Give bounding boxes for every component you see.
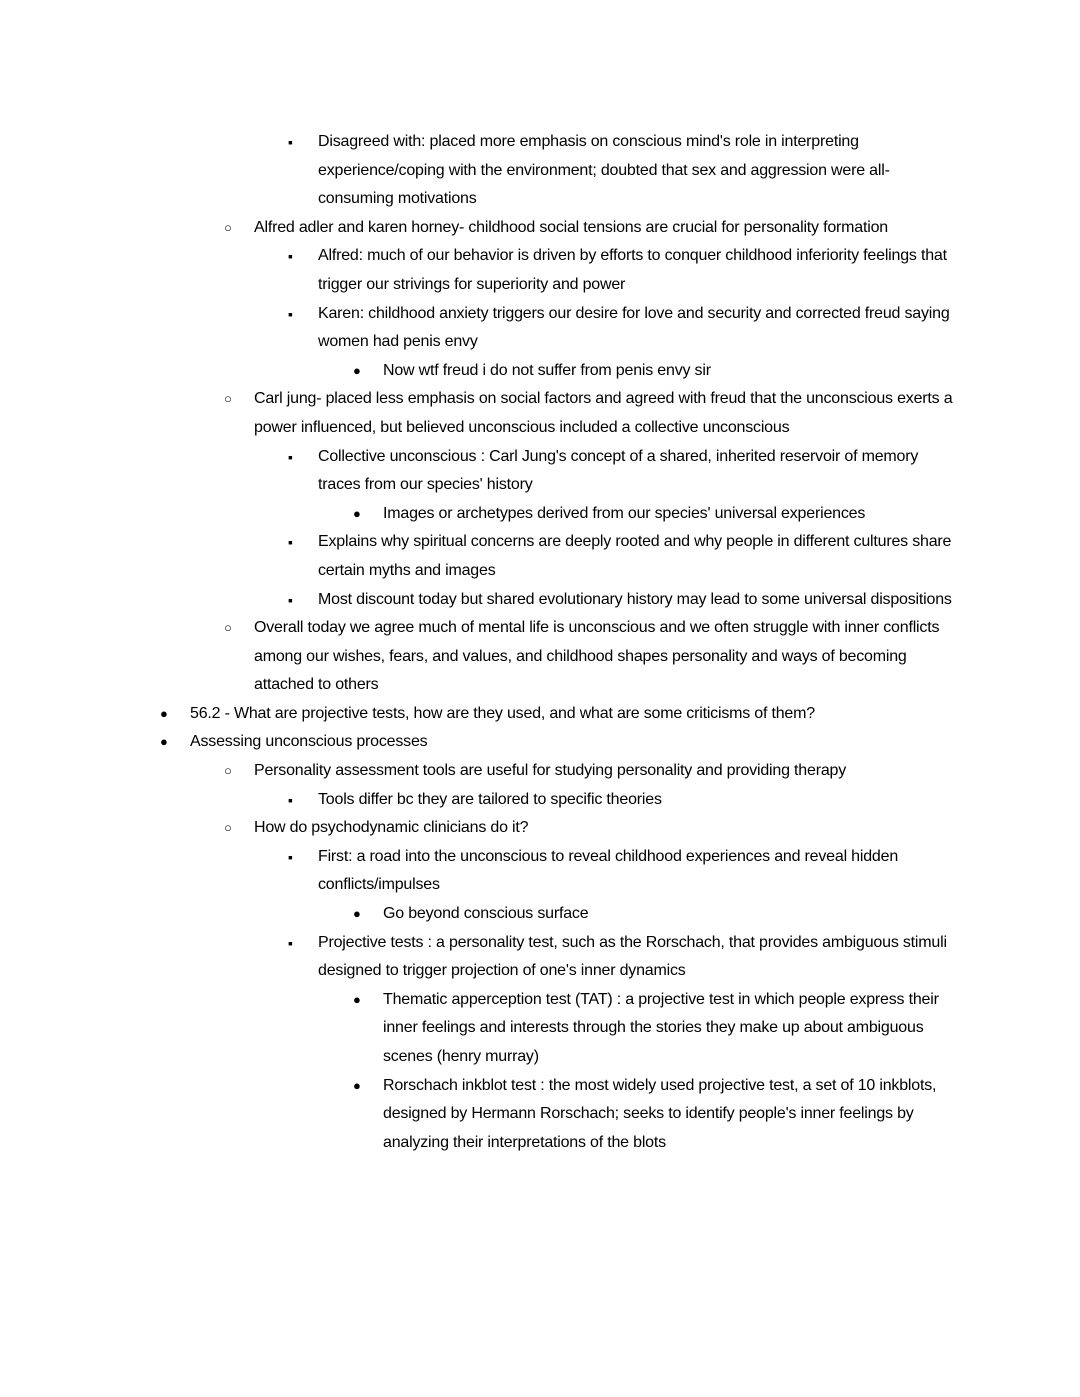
circle-bullet-icon: ○ [224,219,232,235]
note-item [288,586,958,615]
circle-bullet-icon: ○ [224,763,232,779]
note-text: Most discount today but shared evolutionary history may lead to some universal dispositions [318,590,952,608]
disc-bullet-icon: ● [353,906,361,922]
note-text: Carl jung- placed less emphasis on social factors and agreed with freud that the unconscious exerts a power influenced, but believed unconscious included a collective unconscious [254,390,953,436]
note-text: Projective tests : a personality test, such as the Rorschach, that provides ambiguous stimuli designed to trigger projection of one's inner dynamics [318,933,947,980]
note-item [160,728,958,757]
note-text: Disagreed with: placed more emphasis on conscious mind's role in interpreting experience/coping with the environment; doubted that sex and aggression were all-consuming motivations [318,133,890,208]
square-bullet-icon: ▪ [288,134,293,150]
disc-bullet-icon: ● [353,362,361,378]
square-bullet-icon: ▪ [288,848,293,865]
note-item [288,528,958,585]
note-text: Images or archetypes derived from our species' universal experiences [383,504,866,522]
note-item [288,443,958,500]
note-text: Thematic apperception test (TAT) : a projective test in which people express their inner feelings and interests through the stories they make up about ambiguous scenes (henry murray) [383,990,939,1065]
disc-bullet-icon: ● [353,1077,361,1093]
square-bullet-icon: ▪ [288,791,293,808]
disc-bullet-icon: ● [160,705,168,721]
note-item [288,843,958,900]
note-text: Now wtf freud i do not suffer from penis envy sir [383,361,711,379]
note-text: Alfred: much of our behavior is driven by efforts to conquer childhood inferiority feelings that trigger our strivings for superiority and power [318,247,947,293]
circle-bullet-icon: ○ [224,620,232,636]
note-item [288,128,958,214]
note-item [288,929,958,986]
note-text: Explains why spiritual concerns are deeply rooted and why people in different cultures share certain myths and images [318,533,952,579]
disc-bullet-icon: ● [160,734,168,750]
notes-list [160,128,958,1157]
note-text: Alfred adler and karen horney- childhood social tensions are crucial for personality formation [254,218,888,236]
note-item [224,214,958,243]
circle-bullet-icon: ○ [224,391,232,407]
note-item [288,786,958,815]
note-text: Tools differ bc they are tailored to specific theories [318,790,662,808]
note-item [224,385,958,442]
note-item [288,300,958,357]
note-item [160,700,958,729]
note-text: First: a road into the unconscious to reveal childhood experiences and reveal hidden conflicts/impulses [318,847,899,894]
note-text: 56.2 - What are projective tests, how are they used, and what are some criticisms of them? [190,704,815,722]
note-item [288,242,958,299]
note-item [353,357,958,386]
note-text: Personality assessment tools are useful for studying personality and providing therapy [254,762,847,780]
note-text: Go beyond conscious surface [383,905,589,923]
note-item [353,986,958,1072]
note-item [353,500,958,529]
square-bullet-icon: ▪ [288,248,293,265]
square-bullet-icon: ▪ [288,934,293,951]
note-item [353,1072,958,1158]
disc-bullet-icon: ● [353,505,361,521]
note-item [224,814,958,843]
square-bullet-icon: ▪ [288,591,293,608]
square-bullet-icon: ▪ [288,305,293,322]
note-text: How do psychodynamic clinicians do it? [254,819,529,837]
note-text: Overall today we agree much of mental life is unconscious and we often struggle with inner conflicts among our wishes, fears, and values, and childhood shapes personality and ways of becoming attached to others [254,619,940,694]
note-item [224,757,958,786]
square-bullet-icon: ▪ [288,448,293,465]
disc-bullet-icon: ● [353,991,361,1007]
square-bullet-icon: ▪ [288,534,293,551]
note-item [353,900,958,929]
note-text: Rorschach inkblot test : the most widely used projective test, a set of 10 inkblots, designed by Hermann Rorschach; seeks to identify people's inner feelings by analyzing their interpretations of the blots [383,1076,937,1151]
note-text: Assessing unconscious processes [190,733,428,751]
circle-bullet-icon: ○ [224,820,232,836]
note-text: Collective unconscious : Carl Jung's concept of a shared, inherited reservoir of memory traces from our species' history [318,447,919,494]
note-text: Karen: childhood anxiety triggers our desire for love and security and corrected freud saying women had penis envy [318,304,950,351]
note-item [224,614,958,700]
